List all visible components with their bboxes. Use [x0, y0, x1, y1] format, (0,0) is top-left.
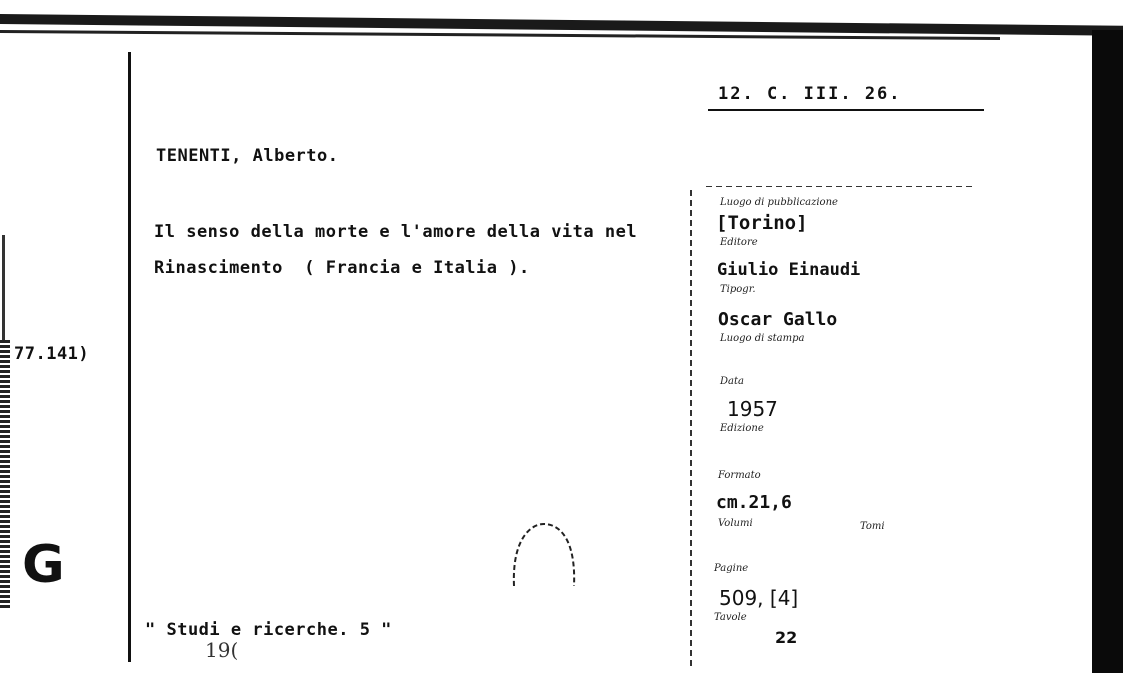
title-line-2: Rinascimento ( Francia e Italia ).	[154, 258, 530, 278]
handwritten-note: 19(	[205, 638, 239, 662]
date-value: 1957	[727, 397, 778, 421]
pages-value: 509, [4]	[719, 586, 799, 610]
print-place-label: Luogo di stampa	[720, 333, 805, 344]
pages-label: Pagine	[714, 563, 749, 574]
call-number-underline	[708, 109, 984, 111]
volumes-label: Volumi	[718, 518, 753, 529]
metadata-column-rule	[690, 190, 692, 670]
place-value: [Torino]	[716, 212, 808, 234]
format-value: cm.21,6	[716, 492, 792, 513]
scan-left-strip	[0, 340, 10, 610]
date-label: Data	[720, 376, 744, 387]
margin-letter: G	[22, 535, 65, 595]
plates-value: 22	[775, 628, 798, 647]
publisher-label: Editore	[720, 237, 758, 248]
tomes-label: Tomi	[860, 521, 885, 532]
scan-left-edge	[2, 235, 5, 345]
plates-label: Tavole	[714, 612, 747, 623]
series-statement: " Studi e ricerche. 5 "	[145, 620, 392, 640]
margin-note: 77.141)	[14, 344, 90, 364]
card-margin-rule	[128, 52, 131, 662]
format-label: Formato	[718, 470, 761, 481]
author-heading: TENENTI, Alberto.	[156, 146, 339, 166]
scan-right-edge	[1092, 30, 1123, 673]
title-line-1: Il senso della morte e l'amore della vita nel	[154, 222, 638, 242]
publisher-value: Giulio Einaudi	[717, 260, 861, 280]
place-label: Luogo di pubblicazione	[720, 197, 838, 208]
printer-label: Tipogr.	[720, 284, 756, 295]
printer-value: Oscar Gallo	[718, 309, 838, 330]
stamp-arc	[508, 520, 580, 590]
metadata-top-rule	[706, 186, 976, 187]
call-number: 12. C. III. 26.	[718, 84, 902, 104]
edition-label: Edizione	[720, 423, 764, 434]
